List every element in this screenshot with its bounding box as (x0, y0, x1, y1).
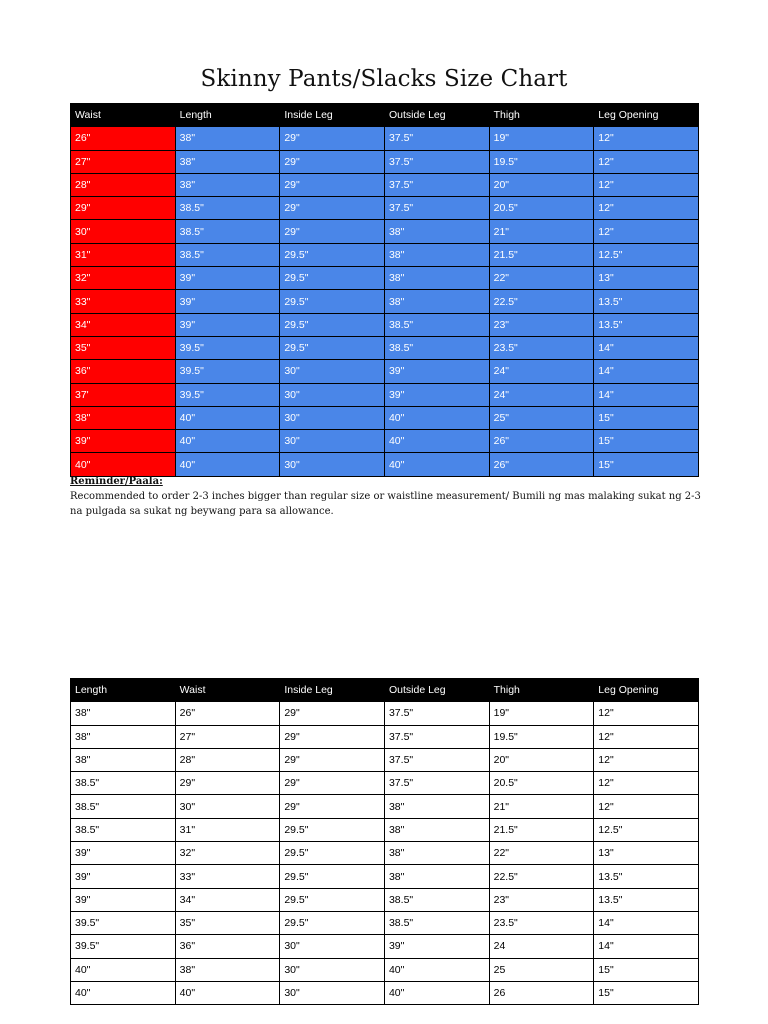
table-cell: 12" (594, 197, 699, 220)
table-row (71, 865, 699, 888)
table-cell: 20" (489, 748, 594, 771)
table-cell: 12.5" (594, 818, 699, 841)
table-cell: 39" (175, 267, 280, 290)
table-cell: 38" (175, 150, 280, 173)
table-cell: 38.5" (384, 911, 489, 934)
table-cell: 40" (384, 958, 489, 981)
table-cell: 12" (594, 795, 699, 818)
table-cell: 35" (175, 911, 280, 934)
table-cell: 29.5" (280, 267, 385, 290)
table-row (71, 888, 699, 911)
table-cell: 34" (71, 313, 176, 336)
table-cell: 26" (489, 453, 594, 476)
column-header: Outside Leg (384, 104, 489, 127)
table-cell: 37.5" (384, 173, 489, 196)
table-cell: 12" (594, 748, 699, 771)
table-cell: 39" (384, 935, 489, 958)
table-cell: 38" (384, 842, 489, 865)
reminder-text: Recommended to order 2-3 inches bigger than regular size or waistline measurement/ Bumili ng mas malaking sukat ng 2-3 na pulgada sa sukat ng beywang para sa allowance. (70, 491, 701, 517)
table-cell: 30" (280, 981, 385, 1004)
table-cell: 39" (71, 842, 176, 865)
table-cell: 38" (384, 818, 489, 841)
table-cell: 15" (594, 430, 699, 453)
table-cell: 21.5" (489, 818, 594, 841)
table-cell: 40" (384, 406, 489, 429)
table-cell: 27" (71, 150, 176, 173)
table-cell: 23.5" (489, 911, 594, 934)
table-cell: 29" (280, 127, 385, 150)
table-cell: 19.5" (489, 150, 594, 173)
table-row (71, 127, 699, 150)
table-cell: 40" (175, 406, 280, 429)
table-row (71, 430, 699, 453)
table-cell: 31" (71, 243, 176, 266)
table-cell: 15" (594, 406, 699, 429)
table-header-row (71, 104, 699, 127)
table-cell: 38.5" (175, 197, 280, 220)
table-cell: 14" (594, 360, 699, 383)
table-cell: 13.5" (594, 888, 699, 911)
table-row (71, 197, 699, 220)
table-cell: 26" (489, 430, 594, 453)
table-cell: 19.5" (489, 725, 594, 748)
column-header: Thigh (489, 679, 594, 702)
table-cell: 21" (489, 220, 594, 243)
table-cell: 36" (71, 360, 176, 383)
column-header: Waist (175, 679, 280, 702)
table-cell: 12" (594, 772, 699, 795)
table-cell: 23.5" (489, 336, 594, 359)
table-cell: 39" (71, 865, 176, 888)
table-cell: 29" (175, 772, 280, 795)
table-cell: 38.5" (384, 888, 489, 911)
table-cell: 32" (175, 842, 280, 865)
table-cell: 22" (489, 842, 594, 865)
table-cell: 40" (384, 981, 489, 1004)
table-cell: 22.5" (489, 290, 594, 313)
table-cell: 28" (175, 748, 280, 771)
table-cell: 12" (594, 702, 699, 725)
table-row (71, 795, 699, 818)
table-cell: 14" (594, 383, 699, 406)
table-cell: 30" (175, 795, 280, 818)
table-cell: 29" (280, 220, 385, 243)
table-cell: 12.5" (594, 243, 699, 266)
size-chart-table-by-waist (70, 103, 699, 477)
column-header: Length (175, 104, 280, 127)
table-cell: 20.5" (489, 197, 594, 220)
table-cell: 38" (384, 795, 489, 818)
table-cell: 29.5" (280, 290, 385, 313)
table-cell: 38.5" (71, 795, 176, 818)
table-cell: 40" (175, 981, 280, 1004)
table-cell: 22" (489, 267, 594, 290)
table-cell: 38.5" (384, 336, 489, 359)
table-cell: 29" (280, 702, 385, 725)
table-cell: 33" (175, 865, 280, 888)
table-cell: 26" (175, 702, 280, 725)
table-cell: 13" (594, 842, 699, 865)
table-cell: 14" (594, 911, 699, 934)
table-cell: 38.5" (71, 818, 176, 841)
table-row (71, 748, 699, 771)
table-row (71, 818, 699, 841)
table-row (71, 336, 699, 359)
table-cell: 37.5" (384, 748, 489, 771)
table-cell: 38" (384, 267, 489, 290)
table-row (71, 267, 699, 290)
column-header: Leg Opening (594, 679, 699, 702)
reminder-note (70, 474, 710, 519)
table-cell: 12" (594, 725, 699, 748)
table-cell: 39.5" (175, 360, 280, 383)
table-row (71, 150, 699, 173)
table-cell: 29.5" (280, 865, 385, 888)
table-cell: 38" (71, 725, 176, 748)
table-cell: 40" (71, 981, 176, 1004)
table-cell: 20.5" (489, 772, 594, 795)
table-cell: 35" (71, 336, 176, 359)
table-cell: 14" (594, 935, 699, 958)
table-cell: 33" (71, 290, 176, 313)
table-cell: 30" (280, 360, 385, 383)
column-header: Length (71, 679, 176, 702)
table-cell: 39" (175, 313, 280, 336)
table-cell: 39.5" (175, 336, 280, 359)
table-cell: 38" (384, 865, 489, 888)
table-cell: 29.5" (280, 842, 385, 865)
column-header: Thigh (489, 104, 594, 127)
table-cell: 23" (489, 313, 594, 336)
table-cell: 21.5" (489, 243, 594, 266)
table-cell: 39.5" (175, 383, 280, 406)
table-header-row (71, 679, 699, 702)
column-header: Inside Leg (280, 104, 385, 127)
table-cell: 19" (489, 702, 594, 725)
table-cell: 38.5" (175, 243, 280, 266)
table-cell: 40" (71, 453, 176, 476)
table-cell: 13" (594, 267, 699, 290)
table-cell: 13.5" (594, 313, 699, 336)
table-row (71, 911, 699, 934)
table-cell: 26 (489, 981, 594, 1004)
table-cell: 39" (384, 383, 489, 406)
table-cell: 29" (280, 748, 385, 771)
size-chart-table-by-length (70, 678, 699, 1005)
table-cell: 30" (280, 406, 385, 429)
table-cell: 29.5" (280, 313, 385, 336)
table-cell: 12" (594, 220, 699, 243)
table-row (71, 360, 699, 383)
table-row (71, 772, 699, 795)
table-cell: 38" (71, 702, 176, 725)
table-cell: 30" (280, 383, 385, 406)
table-cell: 39" (71, 430, 176, 453)
column-header: Leg Opening (594, 104, 699, 127)
table-row (71, 842, 699, 865)
table-cell: 38.5" (175, 220, 280, 243)
table-cell: 37.5" (384, 772, 489, 795)
table-cell: 13.5" (594, 865, 699, 888)
table-cell: 38" (175, 127, 280, 150)
table-cell: 40" (384, 430, 489, 453)
table-cell: 25" (489, 406, 594, 429)
table-cell: 38" (71, 406, 176, 429)
table-cell: 13.5" (594, 290, 699, 313)
table-cell: 15" (594, 981, 699, 1004)
table-cell: 24 (489, 935, 594, 958)
table-cell: 32" (71, 267, 176, 290)
table-cell: 37.5" (384, 725, 489, 748)
table-cell: 30" (280, 958, 385, 981)
table-cell: 36" (175, 935, 280, 958)
table-cell: 15" (594, 453, 699, 476)
column-header: Outside Leg (384, 679, 489, 702)
table-cell: 39.5" (71, 911, 176, 934)
table-cell: 38.5" (71, 772, 176, 795)
table-cell: 38" (384, 243, 489, 266)
table-row (71, 702, 699, 725)
table-row (71, 313, 699, 336)
table-cell: 30" (280, 430, 385, 453)
table-cell: 37.5" (384, 197, 489, 220)
table-cell: 23" (489, 888, 594, 911)
table-cell: 29.5" (280, 911, 385, 934)
table-cell: 29" (280, 150, 385, 173)
table-cell: 40" (175, 430, 280, 453)
table-cell: 40" (384, 453, 489, 476)
table-cell: 40" (175, 453, 280, 476)
table-cell: 29" (280, 795, 385, 818)
table-cell: 29.5" (280, 888, 385, 911)
table-cell: 39" (384, 360, 489, 383)
table-cell: 31" (175, 818, 280, 841)
table-cell: 15" (594, 958, 699, 981)
table-cell: 14" (594, 336, 699, 359)
table-cell: 38" (384, 290, 489, 313)
table-cell: 27" (175, 725, 280, 748)
table-cell: 30" (280, 453, 385, 476)
column-header: Waist (71, 104, 176, 127)
table-cell: 29" (71, 197, 176, 220)
table-cell: 29" (280, 197, 385, 220)
table-row (71, 290, 699, 313)
table-row (71, 220, 699, 243)
table-cell: 37.5" (384, 702, 489, 725)
table-cell: 21" (489, 795, 594, 818)
table-cell: 24" (489, 360, 594, 383)
table-cell: 38" (175, 958, 280, 981)
table-cell: 12" (594, 127, 699, 150)
table-row (71, 243, 699, 266)
table-cell: 29.5" (280, 336, 385, 359)
table-cell: 24" (489, 383, 594, 406)
table-cell: 40" (71, 958, 176, 981)
table-row (71, 981, 699, 1004)
table-cell: 38.5" (384, 313, 489, 336)
table-cell: 29.5" (280, 818, 385, 841)
reminder-title: Reminder/Paala: (70, 476, 163, 487)
table-cell: 38" (71, 748, 176, 771)
table-cell: 29.5" (280, 243, 385, 266)
table-cell: 39.5" (71, 935, 176, 958)
table-cell: 37.5" (384, 127, 489, 150)
table-cell: 29" (280, 725, 385, 748)
table-cell: 22.5" (489, 865, 594, 888)
table-cell: 30" (280, 935, 385, 958)
table-cell: 30" (71, 220, 176, 243)
table-cell: 12" (594, 150, 699, 173)
table-row (71, 406, 699, 429)
table-cell: 39" (71, 888, 176, 911)
table-cell: 34" (175, 888, 280, 911)
table-cell: 26" (71, 127, 176, 150)
table-cell: 38" (175, 173, 280, 196)
table-row (71, 935, 699, 958)
table-row (71, 173, 699, 196)
table-cell: 12" (594, 173, 699, 196)
table-cell: 37.5" (384, 150, 489, 173)
table-row (71, 725, 699, 748)
page-title: Skinny Pants/Slacks Size Chart (200, 66, 568, 92)
table-row (71, 453, 699, 476)
table-cell: 19" (489, 127, 594, 150)
table-cell: 38" (384, 220, 489, 243)
table-cell: 29" (280, 772, 385, 795)
column-header: Inside Leg (280, 679, 385, 702)
table-cell: 39" (175, 290, 280, 313)
table-row (71, 383, 699, 406)
table-cell: 29" (280, 173, 385, 196)
table-cell: 25 (489, 958, 594, 981)
table-cell: 28" (71, 173, 176, 196)
table-row (71, 958, 699, 981)
table-cell: 20" (489, 173, 594, 196)
table-cell: 37' (71, 383, 176, 406)
